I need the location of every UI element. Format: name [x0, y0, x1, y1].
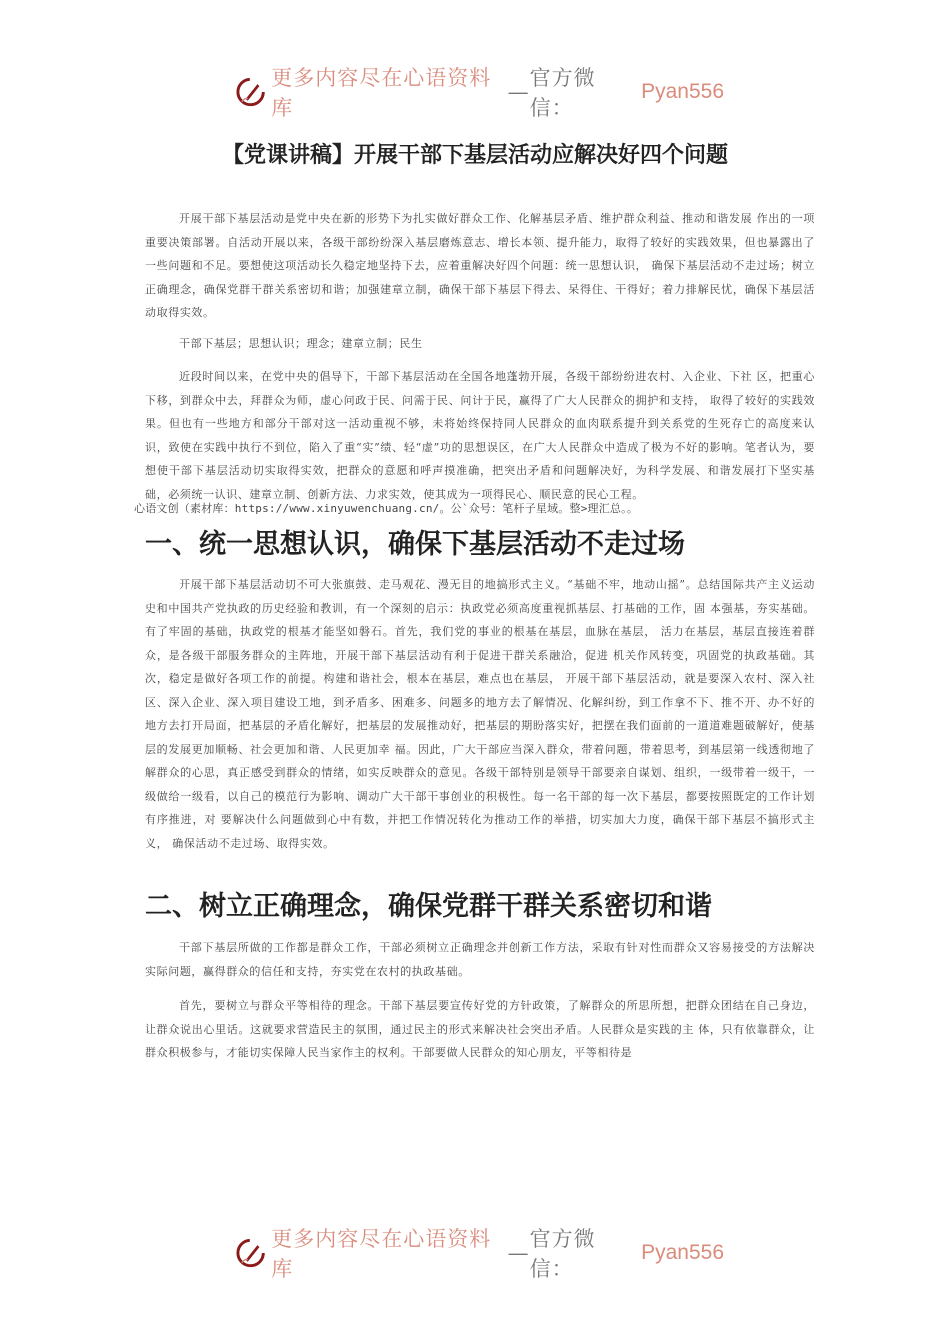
banner-wechat-id: Pyan556: [641, 1241, 725, 1264]
banner-dash: —: [507, 1241, 530, 1265]
section-2-heading: 二、树立正确理念，确保党群干群关系密切和谐: [145, 891, 712, 922]
banner-dash: —: [507, 80, 530, 104]
section-1-heading: 一、统一思想认识，确保下基层活动不走过场: [145, 529, 685, 560]
footer-banner: [234, 1227, 725, 1281]
banner-main-text: 更多内容尽在心语资料库: [271, 1227, 492, 1281]
section-2-paragraph-2: 首先，要树立与群众平等相待的理念。干部下基层要宣传好党的方针政策，了解群众的所思所想，把群众团结在自己身边，让群众说出心里话。这就要求营造民主的氛围，通过民主的形式来解决社会突出矛盾。人民群众是实践的主 体，只有依靠群众，让群众积极参与，才能切实保障人民当家作主的权利。干部要做人民群众的知心朋友，平等相待是: [145, 999, 815, 1059]
document-title: 【党课讲稿】开展干部下基层活动应解决好四个问题: [221, 143, 728, 168]
quill-pen-logo-icon: [234, 1236, 267, 1270]
banner-sub-text: 官方微信：: [529, 1227, 596, 1281]
header-banner: [234, 66, 725, 120]
abstract-paragraph: 开展干部下基层活动是党中央在新的形势下为扎实做好群众工作、化解基层矛盾、维护群众利益、推动和谐发展 作出的一项重要决策部署。自活动开展以来，各级干部纷纷深入基层磨炼意志、增长本领、提升能力，取得了较好的实践效果，但也暴露出了一些问题和不足。要想使这项活动长久稳定地坚持下去，应着重解决好四个问题：统一思想认识， 确保下基层活动不走过场；树立正确理念，确保党群干群关系密切和谐；加强建章立制，确保干部下基层下得去、呆得住、干得好；着力排解民忧，确保下基层活动取得实效。: [145, 212, 815, 319]
section-1-paragraph: 开展干部下基层活动切不可大张旗鼓、走马观花、漫无目的地搞形式主义。“基础不牢，地动山摇”。总结国际共产主义运动史和中国共产党执政的历史经验和教训，有一个深刻的启示：执政党必须高度重视抓基层、打基础的工作，固 本强基，夯实基础。有了牢固的基础，执政党的根基才能坚如磐石。首先，我们党的事业的根基在基层，血脉在基层， 活力在基层，基层直接连着群众，是各级干部服务群众的主阵地，开展干部下基层活动有利于促进干群关系融洽，促进 机关作风转变，巩固党的执政基础。其次，稳定是做好各项工作的前提。构建和谐社会，根本在基层，难点也在基层， 开展干部下基层活动，就是要深入农村、深入社区、深入企业、深入项目建设工地，到矛盾多、困难多、问题多的地方去了解情况、化解纠纷，到工作拿不下、推不开、办不好的地方去打开局面，把基层的矛盾化解好，把基层的发展推动好，把基层的期盼落实好，把摆在我们面前的一道道难题破解好，使基层的发展更加顺畅、社会更加和谐、人民更加幸 福。因此，广大干部应当深入群众，带着问题，带着思考，到基层第一线透彻地了解群众的心思，真正感受到群众的情绪，如实反映群众的意见。各级干部特别是领导干部要亲自谋划、组织，一级带着一级干，一级做给一级看，以自己的模范行为影响、调动广大干部干事创业的积极性。每一名干部的每一次下基层，都要按照既定的工作计划有序推进，对 要解决什么问题做到心中有数，并把工作情况转化为推动工作的举措，切实加大力度，确保干部下基层不搞形式主义， 确保活动不走过场、取得实效。: [145, 578, 815, 850]
keywords-paragraph: 干部下基层；思想认识；理念；建章立制；民生: [179, 337, 423, 350]
banner-main-text: 更多内容尽在心语资料库: [271, 66, 492, 120]
intro-paragraph: 近段时间以来，在党中央的倡导下，干部下基层活动在全国各地蓬勃开展，各级干部纷纷进农村、入企业、下社 区，把重心下移，到群众中去，拜群众为师，虚心问政于民、问需于民、问计于民，赢得了广大人民群众的拥护和支持， 取得了较好的实践效果。但也有一些地方和部分干部对这一活动重视不够，未将始终保持同人民群众的血肉联系提升到关系党的生死存亡的高度来认识，致使在实践中执行不到位，陷入了重“实”绩、轻“虚”功的思想误区，在广大人民群众中造成了极为不好的影响。笔者认为，要想使干部下基层活动切实取得实效，把群众的意愿和呼声摸准确，把突出矛盾和问题解决好，为科学发展、和谐发展打下坚实基础，必须统一认识、建章立制、创新方法、力求实效，使其成为一项得民心、顺民意的民心工程。: [145, 370, 815, 501]
quill-pen-logo-icon: [234, 75, 267, 109]
source-note: 心语文创（素材库：https://www.xinyuwenchuang.cn/。公`众号：笔杆子星域。整>理汇总。。: [134, 502, 639, 515]
banner-sub-text: 官方微信：: [529, 66, 596, 120]
banner-wechat-id: Pyan556: [641, 80, 725, 103]
section-2-paragraph-1: 干部下基层所做的工作都是群众工作，干部必须树立正确理念并创新工作方法，采取有针对性而群众又容易接受的方法解决实际问题，赢得群众的信任和支持，夯实党在农村的执政基础。: [145, 941, 815, 978]
